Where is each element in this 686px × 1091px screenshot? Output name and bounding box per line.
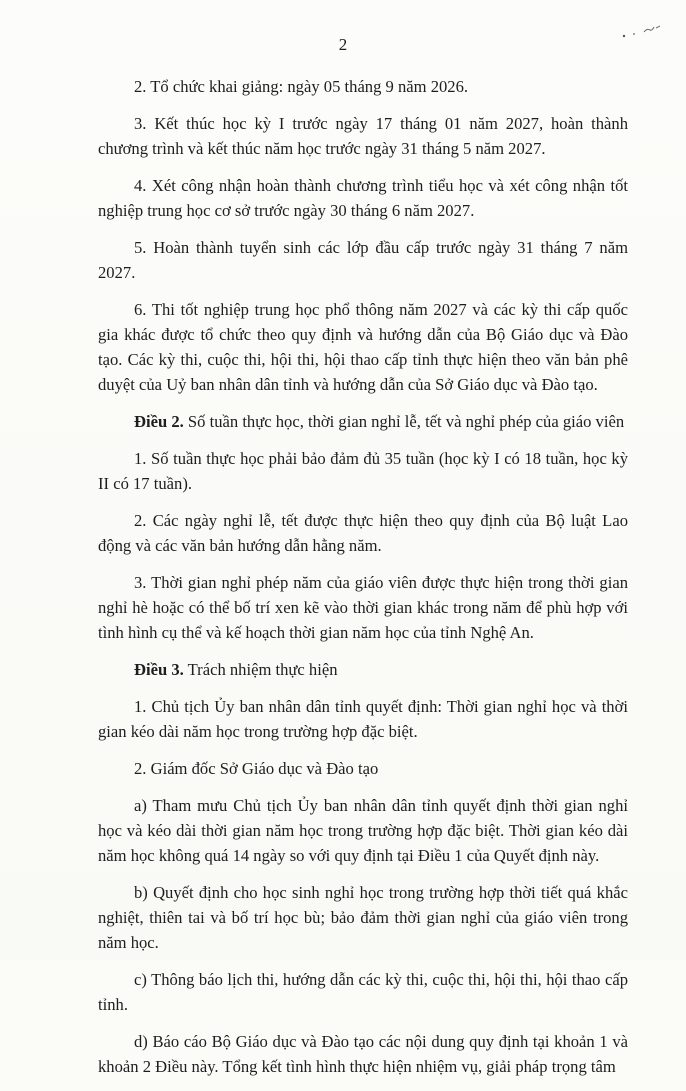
article-3-item-d: d) Báo cáo Bộ Giáo dục và Đào tạo các nội dung quy định tại khoản 1 và khoản 2 Điều này. Tổng kết tình hình thực hiện nhiệm vụ, giải pháp trọng tâm: [98, 1032, 628, 1076]
article-3-clause-2: 2. Giám đốc Sở Giáo dục và Đào tạo: [134, 759, 379, 778]
article-2-clause-1: 1. Số tuần thực học phải bảo đảm đủ 35 tuần (học kỳ I có 18 tuần, học kỳ II có 17 tuần).: [98, 449, 628, 493]
article-3-item-b: b) Quyết định cho học sinh nghỉ học trong trường hợp thời tiết quá khắc nghiệt, thiên tai và bố trí học bù; bảo đảm thời gian nghỉ của giáo viên trong năm học.: [98, 883, 628, 952]
article-3-heading: [98, 657, 628, 682]
page-number: 2: [338, 35, 348, 54]
clause-2-opening-ceremony: 2. Tổ chức khai giảng: ngày 05 tháng 9 năm 2026.: [134, 77, 469, 96]
clause-4-graduation-recognition: 4. Xét công nhận hoàn thành chương trình tiểu học và xét công nhận tốt nghiệp trung học cơ sở trước ngày 30 tháng 6 năm 2027.: [98, 176, 628, 220]
article-2-clause-3: 3. Thời gian nghỉ phép năm của giáo viên được thực hiện trong thời gian nghỉ hè hoặc có thể bố trí xen kẽ vào thời gian khác trong năm để phù hợp với tình hình cụ thể và kế hoạch thời gian năm học của tỉnh Nghệ An.: [98, 573, 628, 642]
article-3-item-a: a) Tham mưu Chủ tịch Ủy ban nhân dân tỉnh quyết định thời gian nghỉ học và kéo dài thời gian năm học trong trường hợp đặc biệt. Thời gian kéo dài năm học không quá 14 ngày so với quy định tại Điều 1 của Quyết định này.: [98, 796, 628, 865]
clause-6-exams: 6. Thi tốt nghiệp trung học phổ thông năm 2027 và các kỳ thi cấp quốc gia khác được tổ chức theo quy định và hướng dẫn của Bộ Giáo dục và Đào tạo. Các kỳ thi, cuộc thi, hội thi, hội thao cấp tỉnh thực hiện theo văn bản phê duyệt của Uỷ ban nhân dân tỉnh và hướng dẫn của Sở Giáo dục và Đào tạo.: [98, 300, 628, 394]
article-2-clause-2: 2. Các ngày nghỉ lễ, tết được thực hiện theo quy định của Bộ luật Lao động và các văn bản hướng dẫn hằng năm.: [98, 511, 628, 555]
article-3-clause-1: 1. Chủ tịch Ủy ban nhân dân tỉnh quyết định: Thời gian nghỉ học và thời gian kéo dài năm học trong trường hợp đặc biệt.: [98, 697, 628, 741]
article-2-title: Số tuần thực học, thời gian nghỉ lễ, tết và nghỉ phép của giáo viên: [183, 412, 625, 431]
clause-3-semester-end: 3. Kết thúc học kỳ I trước ngày 17 tháng 01 năm 2027, hoàn thành chương trình và kết thúc năm học trước ngày 31 tháng 5 năm 2027.: [98, 114, 628, 158]
document-body: [98, 74, 628, 1091]
article-3-title: Trách nhiệm thực hiện: [183, 660, 338, 679]
article-2-heading: [98, 409, 628, 434]
article-3-label: Điều 3.: [134, 660, 184, 679]
clause-5-enrollment: 5. Hoàn thành tuyển sinh các lớp đầu cấp trước ngày 31 tháng 7 năm 2027.: [98, 238, 628, 282]
article-2-label: Điều 2.: [134, 412, 184, 431]
article-3-item-c: c) Thông báo lịch thi, hướng dẫn các kỳ thi, cuộc thi, hội thi, hội thao cấp tỉnh.: [98, 970, 628, 1014]
